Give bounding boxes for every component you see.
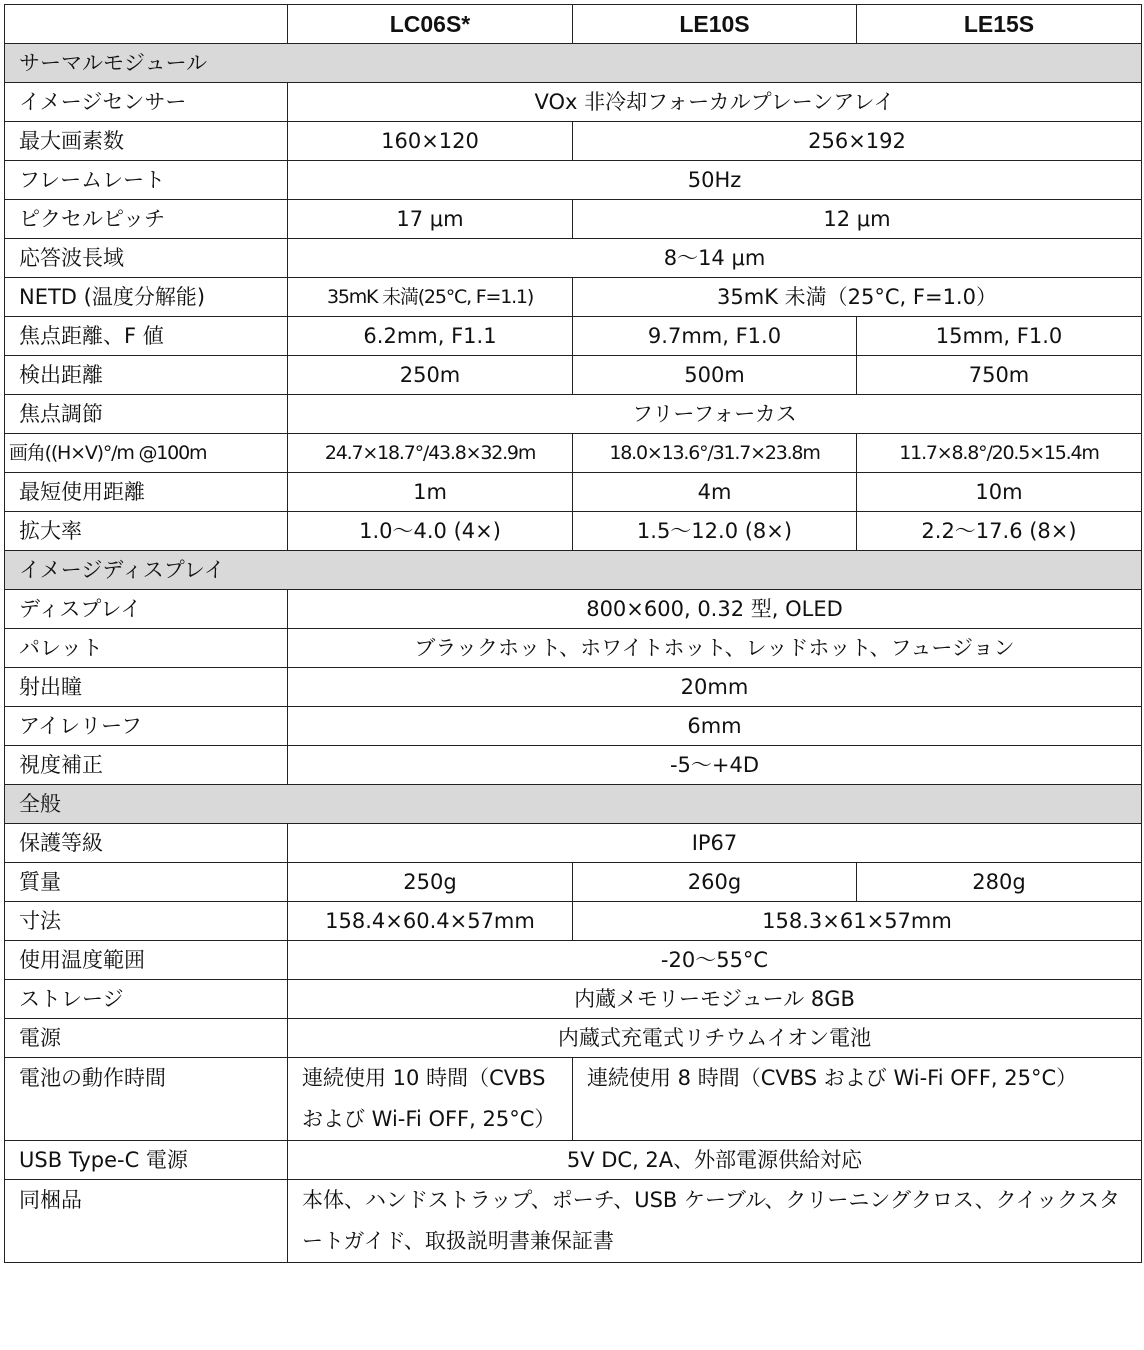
- row-label-focus: 焦点調節: [5, 395, 288, 434]
- row-label-dimensions: 寸法: [5, 902, 288, 941]
- section-title-thermal: サーマルモジュール: [5, 44, 1142, 83]
- section-title-display: イメージディスプレイ: [5, 551, 1142, 590]
- cell-detection-le10s: 500m: [573, 356, 857, 395]
- table-row: [5, 980, 1142, 1019]
- cell-exit-pupil-all: 20mm: [288, 668, 1142, 707]
- row-label-ip: 保護等級: [5, 824, 288, 863]
- cell-focal-le15s: 15mm, F1.0: [857, 317, 1142, 356]
- table-row: [5, 317, 1142, 356]
- cell-pitch-le: 12 μm: [573, 200, 1142, 239]
- table-row: [5, 707, 1142, 746]
- header-le10s: LE10S: [573, 5, 857, 44]
- header-row: [5, 5, 1142, 44]
- cell-contents-all: 本体、ハンドストラップ、ポーチ、USB ケーブル、クリーニングクロス、クイックスタートガイド、取扱説明書兼保証書: [288, 1180, 1142, 1263]
- table-row: [5, 668, 1142, 707]
- table-row: [5, 590, 1142, 629]
- cell-display-all: 800×600, 0.32 型, OLED: [288, 590, 1142, 629]
- cell-storage-all: 内蔵メモリーモジュール 8GB: [288, 980, 1142, 1019]
- table-row: [5, 1058, 1142, 1141]
- header-lc06s: LC06S*: [288, 5, 573, 44]
- row-label-pixels: 最大画素数: [5, 122, 288, 161]
- cell-netd-le: 35mK 未満（25°C, F=1.0）: [573, 278, 1142, 317]
- row-label-storage: ストレージ: [5, 980, 288, 1019]
- row-label-fov: 画角((H×V)°/m @100m: [5, 434, 288, 473]
- row-label-display: ディスプレイ: [5, 590, 288, 629]
- cell-weight-le10s: 260g: [573, 863, 857, 902]
- cell-sensor-all: VOx 非冷却フォーカルプレーンアレイ: [288, 83, 1142, 122]
- cell-temperature-all: -20〜55°C: [288, 941, 1142, 980]
- table-row: [5, 122, 1142, 161]
- row-label-detection: 検出距離: [5, 356, 288, 395]
- row-label-min-distance: 最短使用距離: [5, 473, 288, 512]
- table-row: [5, 395, 1142, 434]
- cell-focal-le10s: 9.7mm, F1.0: [573, 317, 857, 356]
- table-row: [5, 434, 1142, 473]
- cell-pixels-lc06s: 160×120: [288, 122, 573, 161]
- table-row: [5, 863, 1142, 902]
- cell-diopter-all: -5〜+4D: [288, 746, 1142, 785]
- table-row: [5, 1141, 1142, 1180]
- cell-focus-all: フリーフォーカス: [288, 395, 1142, 434]
- section-row-thermal: [5, 44, 1142, 83]
- row-label-pitch: ピクセルピッチ: [5, 200, 288, 239]
- row-label-contents: 同梱品: [5, 1180, 288, 1263]
- table-row: [5, 200, 1142, 239]
- cell-palette-all: ブラックホット、ホワイトホット、レッドホット、フュージョン: [288, 629, 1142, 668]
- cell-pitch-lc06s: 17 μm: [288, 200, 573, 239]
- cell-focal-lc06s: 6.2mm, F1.1: [288, 317, 573, 356]
- table-row: [5, 902, 1142, 941]
- cell-min-distance-lc06s: 1m: [288, 473, 573, 512]
- cell-framerate-all: 50Hz: [288, 161, 1142, 200]
- spec-table: [4, 4, 1142, 1263]
- row-label-weight: 質量: [5, 863, 288, 902]
- cell-power-all: 内蔵式充電式リチウムイオン電池: [288, 1019, 1142, 1058]
- header-le15s: LE15S: [857, 5, 1142, 44]
- cell-fov-le15s: 11.7×8.8°/20.5×15.4m: [857, 434, 1142, 473]
- table-row: [5, 1180, 1142, 1263]
- row-label-power: 電源: [5, 1019, 288, 1058]
- cell-detection-le15s: 750m: [857, 356, 1142, 395]
- table-row: [5, 278, 1142, 317]
- table-row: [5, 473, 1142, 512]
- row-label-wavelength: 応答波長域: [5, 239, 288, 278]
- row-label-sensor: イメージセンサー: [5, 83, 288, 122]
- table-row: [5, 1019, 1142, 1058]
- cell-battery-lc06s: 連続使用 10 時間（CVBS および Wi-Fi OFF, 25°C）: [288, 1058, 573, 1141]
- cell-min-distance-le15s: 10m: [857, 473, 1142, 512]
- table-row: [5, 239, 1142, 278]
- cell-wavelength-all: 8〜14 μm: [288, 239, 1142, 278]
- cell-zoom-le15s: 2.2〜17.6 (8×): [857, 512, 1142, 551]
- section-row-display: [5, 551, 1142, 590]
- cell-zoom-lc06s: 1.0〜4.0 (4×): [288, 512, 573, 551]
- cell-netd-lc06s: 35mK 未満(25°C, F=1.1): [288, 278, 573, 317]
- row-label-eye-relief: アイレリーフ: [5, 707, 288, 746]
- table-row: [5, 824, 1142, 863]
- cell-dimensions-le: 158.3×61×57mm: [573, 902, 1142, 941]
- cell-usb-all: 5V DC, 2A、外部電源供給対応: [288, 1141, 1142, 1180]
- table-row: [5, 746, 1142, 785]
- row-label-exit-pupil: 射出瞳: [5, 668, 288, 707]
- row-label-netd: NETD (温度分解能): [5, 278, 288, 317]
- table-row: [5, 629, 1142, 668]
- row-label-framerate: フレームレート: [5, 161, 288, 200]
- cell-detection-lc06s: 250m: [288, 356, 573, 395]
- table-row: [5, 83, 1142, 122]
- row-label-battery: 電池の動作時間: [5, 1058, 288, 1141]
- cell-eye-relief-all: 6mm: [288, 707, 1142, 746]
- section-title-general: 全般: [5, 785, 1142, 824]
- row-label-palette: パレット: [5, 629, 288, 668]
- row-label-usb: USB Type-C 電源: [5, 1141, 288, 1180]
- cell-zoom-le10s: 1.5〜12.0 (8×): [573, 512, 857, 551]
- cell-battery-le: 連続使用 8 時間（CVBS および Wi-Fi OFF, 25°C）: [573, 1058, 1142, 1141]
- table-row: [5, 512, 1142, 551]
- cell-pixels-le: 256×192: [573, 122, 1142, 161]
- cell-dimensions-lc06s: 158.4×60.4×57mm: [288, 902, 573, 941]
- table-row: [5, 161, 1142, 200]
- table-row: [5, 941, 1142, 980]
- header-blank: [5, 5, 288, 44]
- cell-min-distance-le10s: 4m: [573, 473, 857, 512]
- cell-fov-le10s: 18.0×13.6°/31.7×23.8m: [573, 434, 857, 473]
- table-row: [5, 356, 1142, 395]
- row-label-temperature: 使用温度範囲: [5, 941, 288, 980]
- cell-weight-le15s: 280g: [857, 863, 1142, 902]
- section-row-general: [5, 785, 1142, 824]
- row-label-zoom: 拡大率: [5, 512, 288, 551]
- cell-ip-all: IP67: [288, 824, 1142, 863]
- row-label-diopter: 視度補正: [5, 746, 288, 785]
- cell-fov-lc06s: 24.7×18.7°/43.8×32.9m: [288, 434, 573, 473]
- cell-weight-lc06s: 250g: [288, 863, 573, 902]
- row-label-focal: 焦点距離、F 値: [5, 317, 288, 356]
